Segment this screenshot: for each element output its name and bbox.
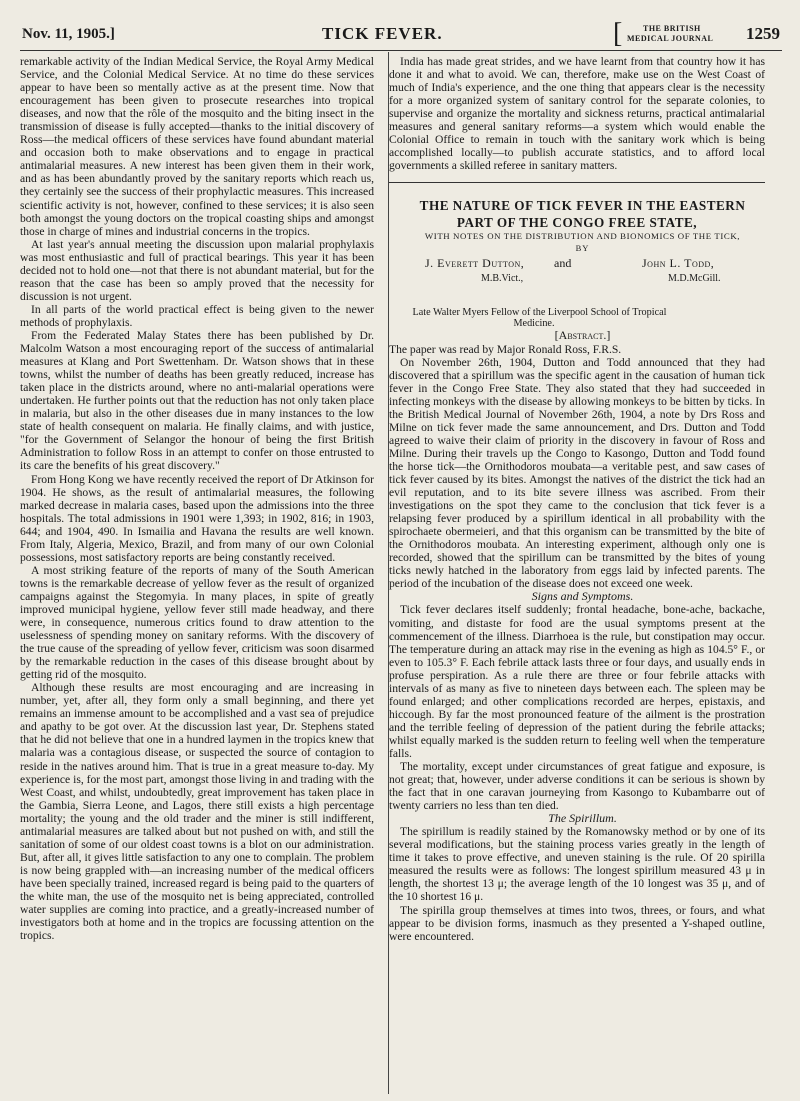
article-title: THE NATURE OF TICK FEVER IN THE EASTERN PART OF THE CONGO FREE STATE, [419,198,746,231]
paragraph: From Hong Kong we have recently received the report of Dr Atkinson for 1904. He shows, as the result of antimalarial measures, the following marked decrease in malaria cases, based upon the admissions into the three hospitals. The total admissions in 1901 were 1,393; in 1902, 816; in 1903, 644; and 1904, 490. In Ismailia and Havana the results are well known. From Italy, Algeria, Mexico, Brazil, and from many of our own Colonial possessions, most satisfactory reports are being constantly received. [20,472,374,564]
header-rule [20,50,782,51]
section-heading: Signs and Symptoms. [531,589,634,604]
paragraph: On November 26th, 1904, Dutton and Todd announced that they had discovered that a spirillum was the specific agent in the causation of human tick fever in the Congo Free State. They also stated that they had succeeded in infecting monkeys with the disease by allowing monkeys to be bitten by ticks. In the British Medical Journal of November 26th, 1904, a note by Drs Ross and Milne on tick fever made the same announcement, and Drs. Dutton and Todd agreed to waive their claim of priority in the discovery in favour of Ross and Milne. During their travels up the Congo to Kasongo, Dutton and Todd found the horse tick—the Ornithodoros moubata—a veritable pest, and saw cases of tick fever caused by its bites. Amongst the natives of the district the tick had an evil reputation, and to its bite severe illness was ascribed. From their investigations on the spot they came to the conclusion that tick fever is a relapsing fever produced by a spirillum identical in all probability with the spirochaete obermeieri, and that this organism can be transmitted by the bite of the Ornithodoros moubata. An interesting experiment, although only one is recorded, showed that the spirillum can be transmitted by the bites of young ticks newly hatched in the laboratory from eggs laid by infected parents. The period of the incubation of the disease does not exceed one week. [389,355,765,591]
paragraph: A most striking feature of the reports of many of the South American towns is the remarkable decrease of yellow fever as the result of organized campaigns against the Stegomyia. In many places, in spite of greatly improved municipal hygiene, yellow fever still made headway, and there were, in consequence, numerous critics found to draw attention to the uselessness of spending money on sanitary reforms. With the discovery of the true cause of the spreading of yellow fever, criticism was soon disarmed by the remarkable reduction in the cases of this disease brought about by getting rid of the mosquito. [20,563,374,682]
paragraph: remarkable activity of the Indian Medical Service, the Royal Army Medical Service, and the Colonial Medical Service. At no time do these services appear to have been so mentally active as at the present time. Now that encouragement has been given to prosecute researches into tropical diseases, and now that the rôle of the mosquito and the biting insect in the transmission of disease is fully accepted—thanks to the initial discovery of Ross—the medical officers of these services have found abundant material and occasion both to make observations and to engage in practical antimalarial measures. A new interest has been given them in their work, and as has been abundantly proved by the sanitary reports which reach us, they certainly see the success of their prophylactic measures. This increased scientific activity is not, however, confined to these services; it is also seen both amongst the young doctors on the tropical coasting ships and amongst those in charge of mines and industrial concerns in the tropics. [20,55,374,238]
article-subtitle: WITH NOTES ON THE DISTRIBUTION AND BIONOMICS OF THE TICK, [424,231,741,242]
page-number: 1259 [746,24,780,43]
author-degree: M.D.McGill. [668,273,721,285]
left-column [20,55,374,942]
paragraph: At last year's annual meeting the discussion upon malarial prophylaxis was most enthusiastic and full of practical bearings. This year it has been decided not to hold one—not that there is not abundant material, but for the reason that the case has been so amply proved that the necessity for discussion is not urgent. [20,237,374,303]
journal-name [613,18,733,49]
running-title: TICK FEVER. [322,24,443,43]
author-block [389,255,765,307]
journal-bracket: [ [613,18,623,49]
right-column [389,55,765,943]
author-name: J. Everett Dutton, [425,256,525,271]
section-heading: The Spirillum. [548,811,617,826]
abstract-label: [Abstract.] [554,328,611,343]
author-name: John L. Todd, [642,256,715,271]
paragraph: The spirillum is readily stained by the Romanowsky method or by one of its several modifications, but the staining process varies greatly in the length of time it takes to prove effective, and uneven staining is the rule. Of 20 spirilla measured the results were as follows: The longest spirillum measured 43 μ in length, the shortest 13 μ; the average length of the 10 longest was 35 μ, and of the 10 shortest 16 μ. [389,825,765,904]
paragraph: The spirilla group themselves at times into twos, threes, or fours, and what appear to be division forms, inasmuch as they presented a Y-shaped outline, were encountered. [389,903,765,943]
issue-date: Nov. 11, 1905.] [22,26,115,42]
paragraph: Although these results are most encouraging and are increasing in number, yet, after all, they form only a small beginning, and there yet remains an immense amount to be accomplished and a vast sea of prejudice and apathy to be got over. At the discussion last year, Dr. Stephens stated that he did not believe that one in a hundred laymen in the tropics knew that malaria was a contagious disease, or suspected the source of contagion to reside in the natives around him. That is true in a great measure to-day. My experience is, for the most part, amongst those living in and trading with the West Coast, and whilst, undoubtedly, great improvement has taken place in the Gambia, Sierra Leone, and Lagos, there still exists a high percentage mortality; the young and the old trader and the miner is still indifferent, antimalarial measures are talked about but not pushed on with, and still the sanitation of some of our oldest coast towns is a blot on our administration. But, after all, it gives little satisfaction to any one to complain. The problem is now being grappled with—an increasing number of the medical officers have been specially trained, increased regard is being paid to the quarters of the white man, the use of the mosquito net is being appreciated, controlled water supplies are coming into practice, and a greatly-increased number of investigators both at home and in the tropics are focussing attention on the tropics. [20,681,374,943]
paragraph: Tick fever declares itself suddenly; frontal headache, bone-ache, backache, vomiting, and distaste for food are the usual symptoms present at the commencement of the illness. Diarrhoea is the rule, but constipation may occur. The temperature during an attack may rise in the evening as high as 104.5° F., or even to 105.3° F. Each febrile attack lasts three or four days, and usually ends in profuse perspiration. As a rule there are three or four febrile attacks with intervals of as many as five to nineteen days between each. The spleen may be found enlarged; and other complications recorded are herpes, epistaxis, and hiccough. By far the most pronounced feature of the ailment is the prostration and the terrible feeling of depression of the patient during the febrile attacks; whilst equally marked is the sudden return to feeling well when the temperature falls. [389,603,765,760]
read-by-note: The paper was read by Major Ronald Ross, F.R.S. [389,342,622,356]
byline: BY [575,243,590,254]
author-affiliation: Late Walter Myers Fellow of the Liverpool School of Tropical Medicine. [412,307,667,330]
author-conjunction: and [554,256,572,271]
paragraph: From the Federated Malay States there has been published by Dr. Malcolm Watson a most encouraging report of the success of antimalarial measures at Klang and Port Swettenham. Dr. Watson shows that in these towns, whilst the number of deaths has been greatly reduced, increase has taken place in the districts around, where no anti-malarial operations were undertaken. He further points out that the reduction has not only taken place in malaria, but also in the other diseases due in many instances to the low state of health consequent on malaria. He finally claims, and with justice, "for the Government of Selangor the honour of being the first British Administration to follow Ross in an attempt to confer on those entrusted to its care the benefits of his great discovery." [20,328,374,473]
paragraph: In all parts of the world practical effect is being given to the newer methods of prophylaxis. [20,302,374,329]
paragraph: India has made great strides, and we have learnt from that country how it has done it and what to avoid. We can, therefore, make use on the West Coast of much of India's experience, and the one thing that appears clear is the necessity for a more organized system of sanitary control for the separate colonies, to supervise and organize the mortality and sickness returns, practical antimalarial measures and general sanitary reforms—a system which would enable the Colonial Office to remain in touch with the sanitary work which is being accomplished locally—to publish accurate statistics, and to afford local governments a skilled referee in sanitary matters. [389,55,765,173]
page-header [22,18,780,52]
author-degree: M.B.Vict., [481,273,524,285]
paragraph: The mortality, except under circumstances of great fatigue and exposure, is not great; that, however, under adverse conditions it can be serious is shown by the fact that in one caravan journeying from Kasongo to Kubambarre out of twenty carriers no less than ten died. [389,760,765,813]
article-separator [389,182,765,183]
journal-name-line1: THE BRITISH [643,24,701,33]
journal-name-line2: MEDICAL JOURNAL [627,34,714,43]
